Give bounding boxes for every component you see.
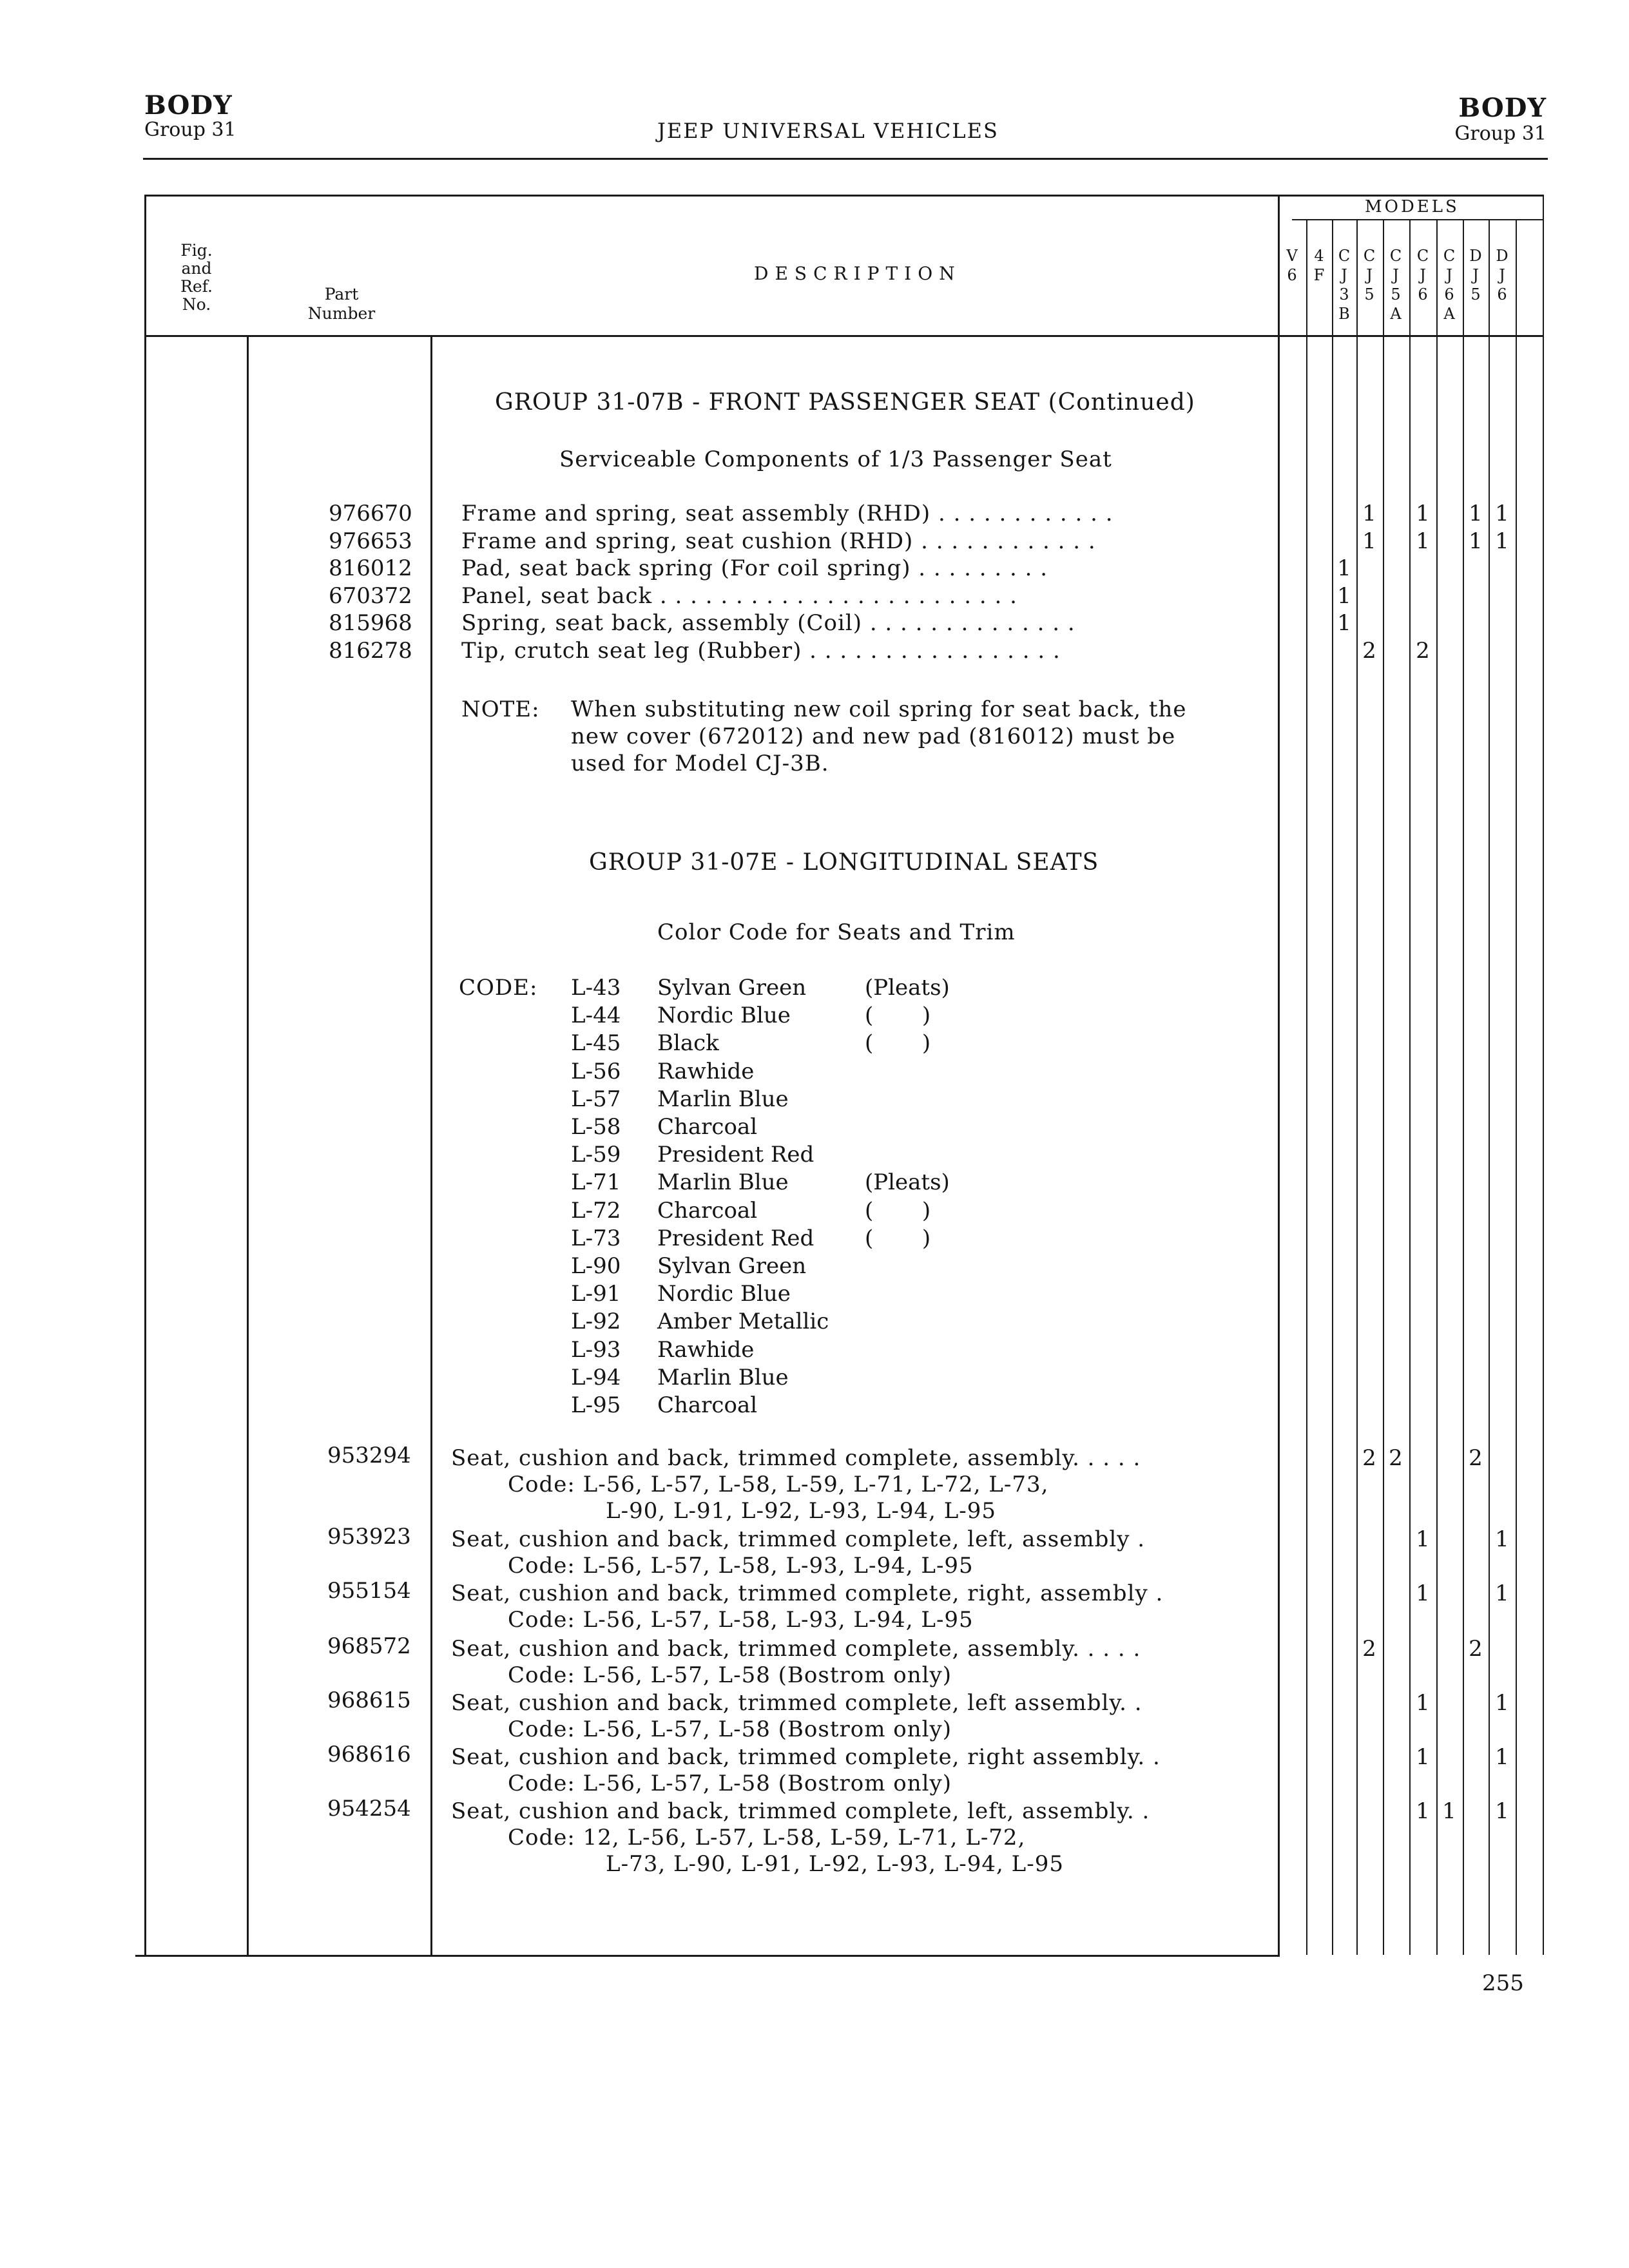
color-code-note: (Pleats) xyxy=(865,1169,950,1196)
color-code-color: Sylvan Green xyxy=(657,975,807,1001)
part-description: Frame and spring, seat cushion (RHD) . . . . . . . . . . . . xyxy=(461,528,1096,554)
part-description: Frame and spring, seat assembly (RHD) . . . . . . . . . . . . xyxy=(461,501,1113,526)
color-code-code: L-44 xyxy=(571,1003,621,1029)
model-label xyxy=(1463,246,1489,304)
part-description: Panel, seat back . . . . . . . . . . . . . . . . . . . . . . . . xyxy=(461,582,1017,609)
color-code-color: Charcoal xyxy=(657,1114,758,1140)
description-column-divider xyxy=(1278,195,1280,1957)
model-label-char: D xyxy=(1496,247,1509,265)
code-label: CODE: xyxy=(459,975,538,1001)
color-code-color: Marlin Blue xyxy=(657,1364,789,1390)
part-description: Seat, cushion and back, trimmed complete, left assembly. . xyxy=(451,1690,1142,1716)
model-column-line xyxy=(1543,195,1544,1955)
color-code-code: L-57 xyxy=(571,1086,621,1112)
color-code-color: Marlin Blue xyxy=(657,1169,789,1196)
note-line: When substituting new coil spring for seat back, the xyxy=(571,697,1187,722)
model-label xyxy=(1436,246,1462,323)
part-number: 968572 xyxy=(327,1633,411,1659)
part-number: 816012 xyxy=(329,555,412,581)
model-label-char: C xyxy=(1338,247,1351,265)
section-2-subtitle: Color Code for Seats and Trim xyxy=(657,919,1016,945)
color-code-color: Charcoal xyxy=(657,1197,758,1224)
model-qty: 2 xyxy=(1469,1636,1483,1662)
model-label-char: 4 xyxy=(1314,247,1324,265)
model-qty: 1 xyxy=(1362,501,1376,526)
model-qty: 1 xyxy=(1495,1690,1509,1716)
model-qty: 1 xyxy=(1362,528,1376,554)
model-label-char: F xyxy=(1313,266,1325,284)
fig-ref-header-line: and xyxy=(181,259,212,278)
model-label-char: A xyxy=(1443,305,1455,323)
color-code-line: Code: L-56, L-57, L-58 (Bostrom only) xyxy=(508,1716,952,1742)
model-qty: 1 xyxy=(1337,555,1351,581)
part-number-header xyxy=(284,284,400,325)
model-qty: 2 xyxy=(1416,637,1430,664)
model-label xyxy=(1279,246,1305,285)
color-code-color: Nordic Blue xyxy=(657,1281,791,1307)
note-label: NOTE: xyxy=(461,697,540,722)
table-top-border xyxy=(144,195,1543,197)
part-column-divider xyxy=(430,335,432,1956)
description-header: DESCRIPTION xyxy=(754,263,961,284)
model-column-line xyxy=(1463,219,1464,1955)
part-number: 816278 xyxy=(329,637,412,664)
part-description: Seat, cushion and back, trimmed complete, right assembly. . xyxy=(451,1744,1161,1770)
part-number: 953923 xyxy=(327,1524,411,1550)
part-description: Seat, cushion and back, trimmed complete, left, assembly. . xyxy=(451,1798,1150,1824)
color-code-line: Code: L-56, L-57, L-58, L-93, L-94, L-95 xyxy=(508,1553,974,1579)
color-code-color: Amber Metallic xyxy=(657,1309,829,1335)
model-label-char: J xyxy=(1393,266,1399,284)
model-column-line xyxy=(1356,219,1358,1955)
model-qty: 2 xyxy=(1469,1445,1483,1471)
model-column-line xyxy=(1383,219,1384,1955)
model-qty: 1 xyxy=(1495,1744,1509,1770)
model-label-char: 3 xyxy=(1339,285,1349,303)
model-label-char: J xyxy=(1472,266,1479,284)
model-column-line xyxy=(1516,219,1517,1955)
part-number: 815968 xyxy=(329,610,412,636)
model-qty: 1 xyxy=(1337,582,1351,609)
model-label-char: 6 xyxy=(1444,285,1454,303)
model-qty: 1 xyxy=(1416,501,1430,526)
color-code-line: Code: L-56, L-57, L-58, L-93, L-94, L-95 xyxy=(508,1607,974,1633)
model-qty: 1 xyxy=(1495,528,1509,554)
color-code-line: Code: L-56, L-57, L-58 (Bostrom only) xyxy=(508,1662,952,1688)
header-center-title: JEEP UNIVERSAL VEHICLES xyxy=(657,119,999,143)
model-label-char: 6 xyxy=(1497,285,1507,303)
color-code-line: Code: 12, L-56, L-57, L-58, L-59, L-71, L-72, xyxy=(508,1825,1026,1850)
part-number-header-line: Part xyxy=(324,285,359,303)
part-number: 976653 xyxy=(329,528,412,554)
color-code-line: L-90, L-91, L-92, L-93, L-94, L-95 xyxy=(606,1498,997,1524)
model-label-char: C xyxy=(1443,247,1456,265)
header-left-group: Group 31 xyxy=(144,119,236,141)
color-code-color: Rawhide xyxy=(657,1058,755,1084)
color-code-code: L-94 xyxy=(571,1364,621,1390)
color-code-color: Marlin Blue xyxy=(657,1086,789,1112)
part-number: 968616 xyxy=(327,1742,411,1767)
model-qty: 1 xyxy=(1416,1744,1430,1770)
model-qty: 1 xyxy=(1442,1798,1456,1824)
part-description: Spring, seat back, assembly (Coil) . . . . . . . . . . . . . . xyxy=(461,610,1075,636)
model-label-char: D xyxy=(1469,247,1482,265)
model-label-char: A xyxy=(1390,305,1402,323)
model-label-char: 5 xyxy=(1364,285,1374,303)
header-rule xyxy=(143,158,1548,160)
model-label-char: J xyxy=(1366,266,1373,284)
model-qty: 2 xyxy=(1362,1445,1376,1471)
note-line: new cover (672012) and new pad (816012) must be xyxy=(571,724,1176,749)
models-header: MODELS xyxy=(1365,197,1460,216)
part-number: 976670 xyxy=(329,501,412,526)
model-label-char: 5 xyxy=(1391,285,1401,303)
model-label-char: B xyxy=(1338,305,1350,323)
model-qty: 1 xyxy=(1495,1581,1509,1606)
model-label-char: J xyxy=(1341,266,1347,284)
fig-ref-header-line: No. xyxy=(182,295,211,314)
part-number: 954254 xyxy=(327,1796,411,1821)
model-qty: 1 xyxy=(1495,1526,1509,1552)
color-code-note: (Pleats) xyxy=(865,975,950,1001)
model-qty: 2 xyxy=(1362,637,1376,664)
part-number: 955154 xyxy=(327,1578,411,1604)
color-code-color: Rawhide xyxy=(657,1336,755,1363)
model-label xyxy=(1489,246,1515,304)
part-description: Tip, crutch seat leg (Rubber) . . . . . . . . . . . . . . . . . xyxy=(461,637,1061,664)
model-column-line xyxy=(1436,219,1438,1955)
model-label-char: J xyxy=(1499,266,1505,284)
model-qty: 1 xyxy=(1416,1798,1430,1824)
section-1-subtitle: Serviceable Components of 1/3 Passenger Seat xyxy=(559,447,1112,472)
color-code-code: L-93 xyxy=(571,1336,621,1363)
fig-ref-header xyxy=(161,240,232,316)
note-line: used for Model CJ-3B. xyxy=(571,751,829,776)
model-qty: 2 xyxy=(1362,1636,1376,1662)
color-code-line: Code: L-56, L-57, L-58, L-59, L-71, L-72, L-73, xyxy=(508,1472,1049,1497)
color-code-code: L-58 xyxy=(571,1114,621,1140)
fig-ref-header-line: Fig. xyxy=(180,241,213,260)
model-qty: 1 xyxy=(1495,501,1509,526)
color-code-code: L-92 xyxy=(571,1309,621,1335)
model-qty: 1 xyxy=(1495,1798,1509,1824)
part-description: Seat, cushion and back, trimmed complete, left, assembly . xyxy=(451,1526,1146,1552)
color-code-color: Sylvan Green xyxy=(657,1253,807,1279)
part-description: Seat, cushion and back, trimmed complete, assembly. . . . . xyxy=(451,1636,1141,1662)
color-code-line: L-73, L-90, L-91, L-92, L-93, L-94, L-95 xyxy=(606,1851,1065,1877)
model-label xyxy=(1410,246,1436,304)
model-label-char: J xyxy=(1446,266,1452,284)
color-code-code: L-73 xyxy=(571,1225,621,1251)
model-label-char: C xyxy=(1416,247,1429,265)
color-code-code: L-45 xyxy=(571,1030,621,1057)
part-description: Pad, seat back spring (For coil spring) . . . . . . . . . xyxy=(461,555,1048,581)
page-number: 255 xyxy=(1482,1970,1524,1996)
header-right-group: Group 31 xyxy=(1454,122,1547,145)
model-label-char: 5 xyxy=(1470,285,1481,303)
color-code-code: L-56 xyxy=(571,1058,621,1084)
part-description: Seat, cushion and back, trimmed complete, assembly. . . . . xyxy=(451,1445,1141,1471)
model-label xyxy=(1356,246,1382,304)
fig-column-divider xyxy=(247,335,249,1956)
color-code-code: L-43 xyxy=(571,975,621,1001)
part-number: 953294 xyxy=(327,1443,411,1468)
section-2-title: GROUP 31-07E - LONGITUDINAL SEATS xyxy=(589,849,1099,876)
table-left-border xyxy=(144,195,146,1957)
section-1-title: GROUP 31-07B - FRONT PASSENGER SEAT (Continued) xyxy=(495,389,1195,416)
model-qty: 1 xyxy=(1416,1581,1430,1606)
color-code-color: President Red xyxy=(657,1225,815,1251)
color-code-color: Nordic Blue xyxy=(657,1003,791,1029)
model-label xyxy=(1331,246,1357,323)
color-code-code: L-90 xyxy=(571,1253,621,1279)
color-code-code: L-95 xyxy=(571,1392,621,1418)
color-code-code: L-72 xyxy=(571,1197,621,1224)
color-code-color: Charcoal xyxy=(657,1392,758,1418)
model-label-char: J xyxy=(1420,266,1426,284)
model-column-line xyxy=(1332,219,1333,1955)
model-label xyxy=(1306,246,1332,285)
model-qty: 1 xyxy=(1416,1526,1430,1552)
color-code-code: L-71 xyxy=(571,1169,621,1196)
model-column-line xyxy=(1306,219,1307,1955)
color-code-note: ( ) xyxy=(865,1197,931,1224)
part-number-header-line: Number xyxy=(307,304,376,323)
part-number: 968615 xyxy=(327,1687,411,1713)
model-label-char: C xyxy=(1389,247,1402,265)
fig-ref-header-line: Ref. xyxy=(180,277,213,296)
color-code-color: President Red xyxy=(657,1142,815,1168)
color-code-code: L-59 xyxy=(571,1142,621,1168)
model-qty: 1 xyxy=(1469,501,1483,526)
model-qty: 1 xyxy=(1416,1690,1430,1716)
color-code-line: Code: L-56, L-57, L-58 (Bostrom only) xyxy=(508,1771,952,1796)
model-label-char: 6 xyxy=(1287,266,1297,284)
model-qty: 1 xyxy=(1416,528,1430,554)
header-left-title: BODY xyxy=(144,90,233,120)
model-label-char: 6 xyxy=(1418,285,1428,303)
model-label xyxy=(1383,246,1409,323)
model-qty: 1 xyxy=(1337,610,1351,636)
header-right-title: BODY xyxy=(1458,93,1547,123)
model-label-char: V xyxy=(1286,247,1298,265)
table-bottom-border xyxy=(135,1955,1278,1957)
models-header-rule xyxy=(1292,219,1543,220)
color-code-code: L-91 xyxy=(571,1281,621,1307)
color-code-note: ( ) xyxy=(865,1003,931,1029)
model-qty: 1 xyxy=(1469,528,1483,554)
color-code-note: ( ) xyxy=(865,1225,931,1251)
model-label-char: C xyxy=(1363,247,1376,265)
model-qty: 2 xyxy=(1389,1445,1403,1471)
color-code-note: ( ) xyxy=(865,1030,931,1057)
part-number: 670372 xyxy=(329,582,412,609)
part-description: Seat, cushion and back, trimmed complete, right, assembly . xyxy=(451,1581,1164,1606)
color-code-color: Black xyxy=(657,1030,719,1057)
